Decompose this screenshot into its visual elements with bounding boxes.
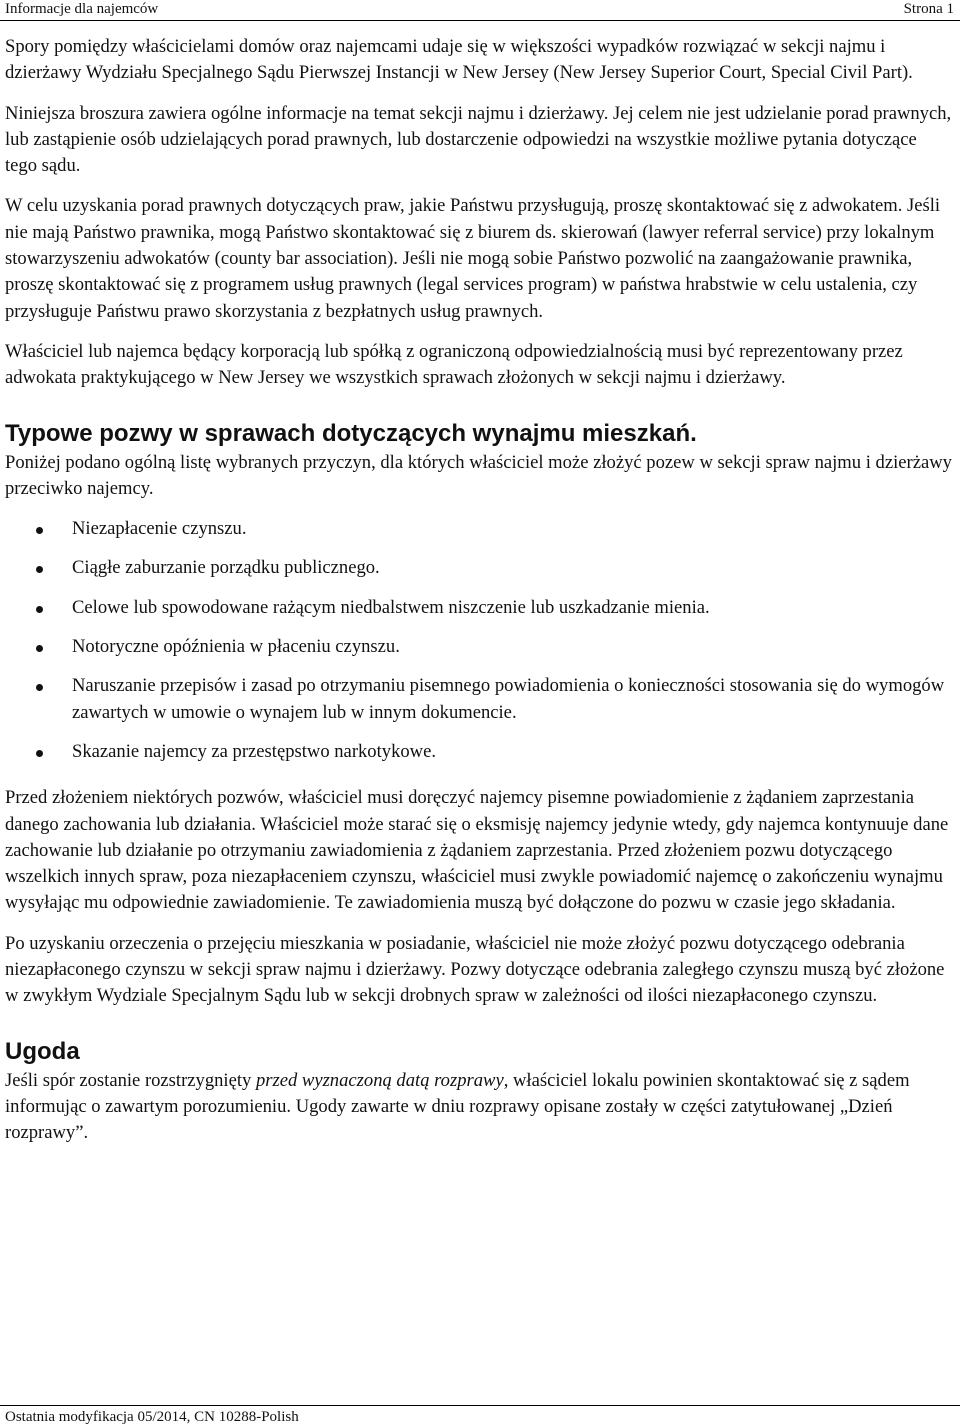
- section-heading-settlement: Ugoda: [5, 1037, 80, 1065]
- settlement-text-start: Jeśli spór zostanie rozstrzygnięty: [5, 1069, 256, 1091]
- list-item: [5, 595, 953, 621]
- page-number: Strona 1: [903, 1, 954, 17]
- bullet-icon: [36, 684, 43, 691]
- list-item: [5, 555, 953, 581]
- list-item: [5, 634, 953, 660]
- settlement-text-italic: przed wyznaczoną datą rozprawy: [255, 1069, 504, 1091]
- bullet-icon: [36, 527, 43, 534]
- list-item: [5, 739, 953, 765]
- list-item-text: Skazanie najemcy za przestępstwo narkotykowe.: [72, 740, 436, 762]
- bullet-icon: [36, 566, 43, 573]
- page-header: [0, 0, 960, 21]
- paragraph-notice: Przed złożeniem niektórych pozwów, właściciel musi doręczyć najemcy pisemne powiadomienie z żądaniem zaprzestania danego zachowania lub działania. Właściciel może starać się o eksmisję najemcy jedynie wtedy, gdy najemca kontynuuje dane zachowanie lub działanie po otrzymaniu zawiadomienia z żądaniem zaprzestania. Przed złożeniem pozwu dotyczącego wszelkich innych spraw, poza niezapłaceniem czynszu, właściciel musi zwykle powiadomić najemcę o zakończeniu wynajmu wysyłając mu odpowiednie zawiadomienie. Te zawiadomienia muszą być dołączone do pozwu w czasie jego składania.: [5, 787, 949, 914]
- list-item: [5, 673, 953, 726]
- paragraph-possession: Po uzyskaniu orzeczenia o przejęciu mieszkania w posiadanie, właściciel nie może złożyć pozwu dotyczącego odebrania niezapłaconego czynszu w sekcji spraw najmu i dzierżawy. Pozwy dotyczące odebrania zaległego czynszu muszą być złożone w zwykłym Wydziale Specjalnym Sądu lub w sekcji drobnych spraw w zależności od ilości niezapłaconego czynszu.: [5, 932, 945, 1007]
- section-heading-typical-claims: Typowe pozwy w sprawach dotyczących wynajmu mieszkań.: [5, 419, 697, 447]
- list-item-text: Notoryczne opóźnienia w płaceniu czynszu.: [72, 636, 400, 658]
- settlement-text-end: , właściciel lokalu powinien skontaktować się z sądem informując o zawartym porozumieniu. Ugody zawarte w dniu rozprawy opisane zostały w części zatytułowanej „Dzień rozprawy”.: [5, 1069, 910, 1144]
- document-body: [5, 34, 953, 1147]
- bullet-icon: [36, 750, 43, 757]
- paragraph-intro: Spory pomiędzy właścicielami domów oraz najemcami udaje się w większości wypadków rozwiązać w sekcji najmu i dzierżawy Wydziału Specjalnego Sądu Pierwszej Instancji w New Jersey (New Jersey Superior Court, Special Civil Part).: [5, 36, 913, 84]
- paragraph-legal-advice: W celu uzyskania porad prawnych dotyczących praw, jakie Państwu przysługują, proszę skontaktować się z adwokatem. Jeśli nie mają Państwo prawnika, mogą Państwo skontaktować się z biurem ds. skierowań (lawyer referral service) przy lokalnym stowarzyszeniu adwokatów (county bar association). Jeśli nie mogą sobie Państwo pozwolić na zaangażowanie prawnika, proszę skontaktować się z programem usług prawnych (legal services program) w państwa hrabstwie w celu ustalenia, czy przysługuje Państwu prawo skorzystania z bezpłatnych usług prawnych.: [5, 195, 941, 322]
- footer-text: Ostatnia modyfikacja 05/2014, CN 10288-Polish: [5, 1409, 299, 1425]
- bullet-icon: [36, 645, 43, 652]
- paragraph-settlement: [5, 1068, 953, 1147]
- paragraph-brochure: [5, 101, 953, 180]
- list-item-text: Naruszanie przepisów i zasad po otrzymaniu pisemnego powiadomienia o konieczności stosowania się do wymogów zawartych w umowie o wynajem lub w innym dokumencie.: [72, 675, 945, 723]
- reasons-list: [5, 516, 953, 765]
- list-item-text: Ciągłe zaburzanie porządku publicznego.: [72, 557, 380, 579]
- paragraph-brochure-text: Niniejsza broszura zawiera ogólne informacje na temat sekcji najmu i dzierżawy.: [5, 102, 609, 124]
- section-intro: Poniżej podano ogólną listę wybranych przyczyn, dla których właściciel może złożyć pozew w sekcji spraw najmu i dzierżawy przeciwko najemcy.: [5, 451, 952, 499]
- bullet-icon: [36, 606, 43, 613]
- list-item-text: Niezapłacenie czynszu.: [72, 518, 247, 540]
- list-item: [5, 516, 953, 542]
- page-footer: [0, 1405, 960, 1428]
- header-title: Informacje dla najemców: [5, 1, 159, 17]
- list-item-text: Celowe lub spowodowane rażącym niedbalstwem niszczenie lub uszkadzanie mienia.: [72, 596, 710, 618]
- paragraph-disclaimer: Jej celem nie jest udzielanie porad prawnych, lub zastąpienie osób udzielających porad prawnych, lub dostarczenie odpowiedzi na wszystkie możliwe pytania dotyczące tego sądu.: [5, 102, 952, 177]
- paragraph-corporation: Właściciel lub najemca będący korporacją lub spółką z ograniczoną odpowiedzialnością musi być reprezentowany przez adwokata praktykującego w New Jersey we wszystkich sprawach złożonych w sekcji najmu i dzierżawy.: [5, 340, 903, 389]
